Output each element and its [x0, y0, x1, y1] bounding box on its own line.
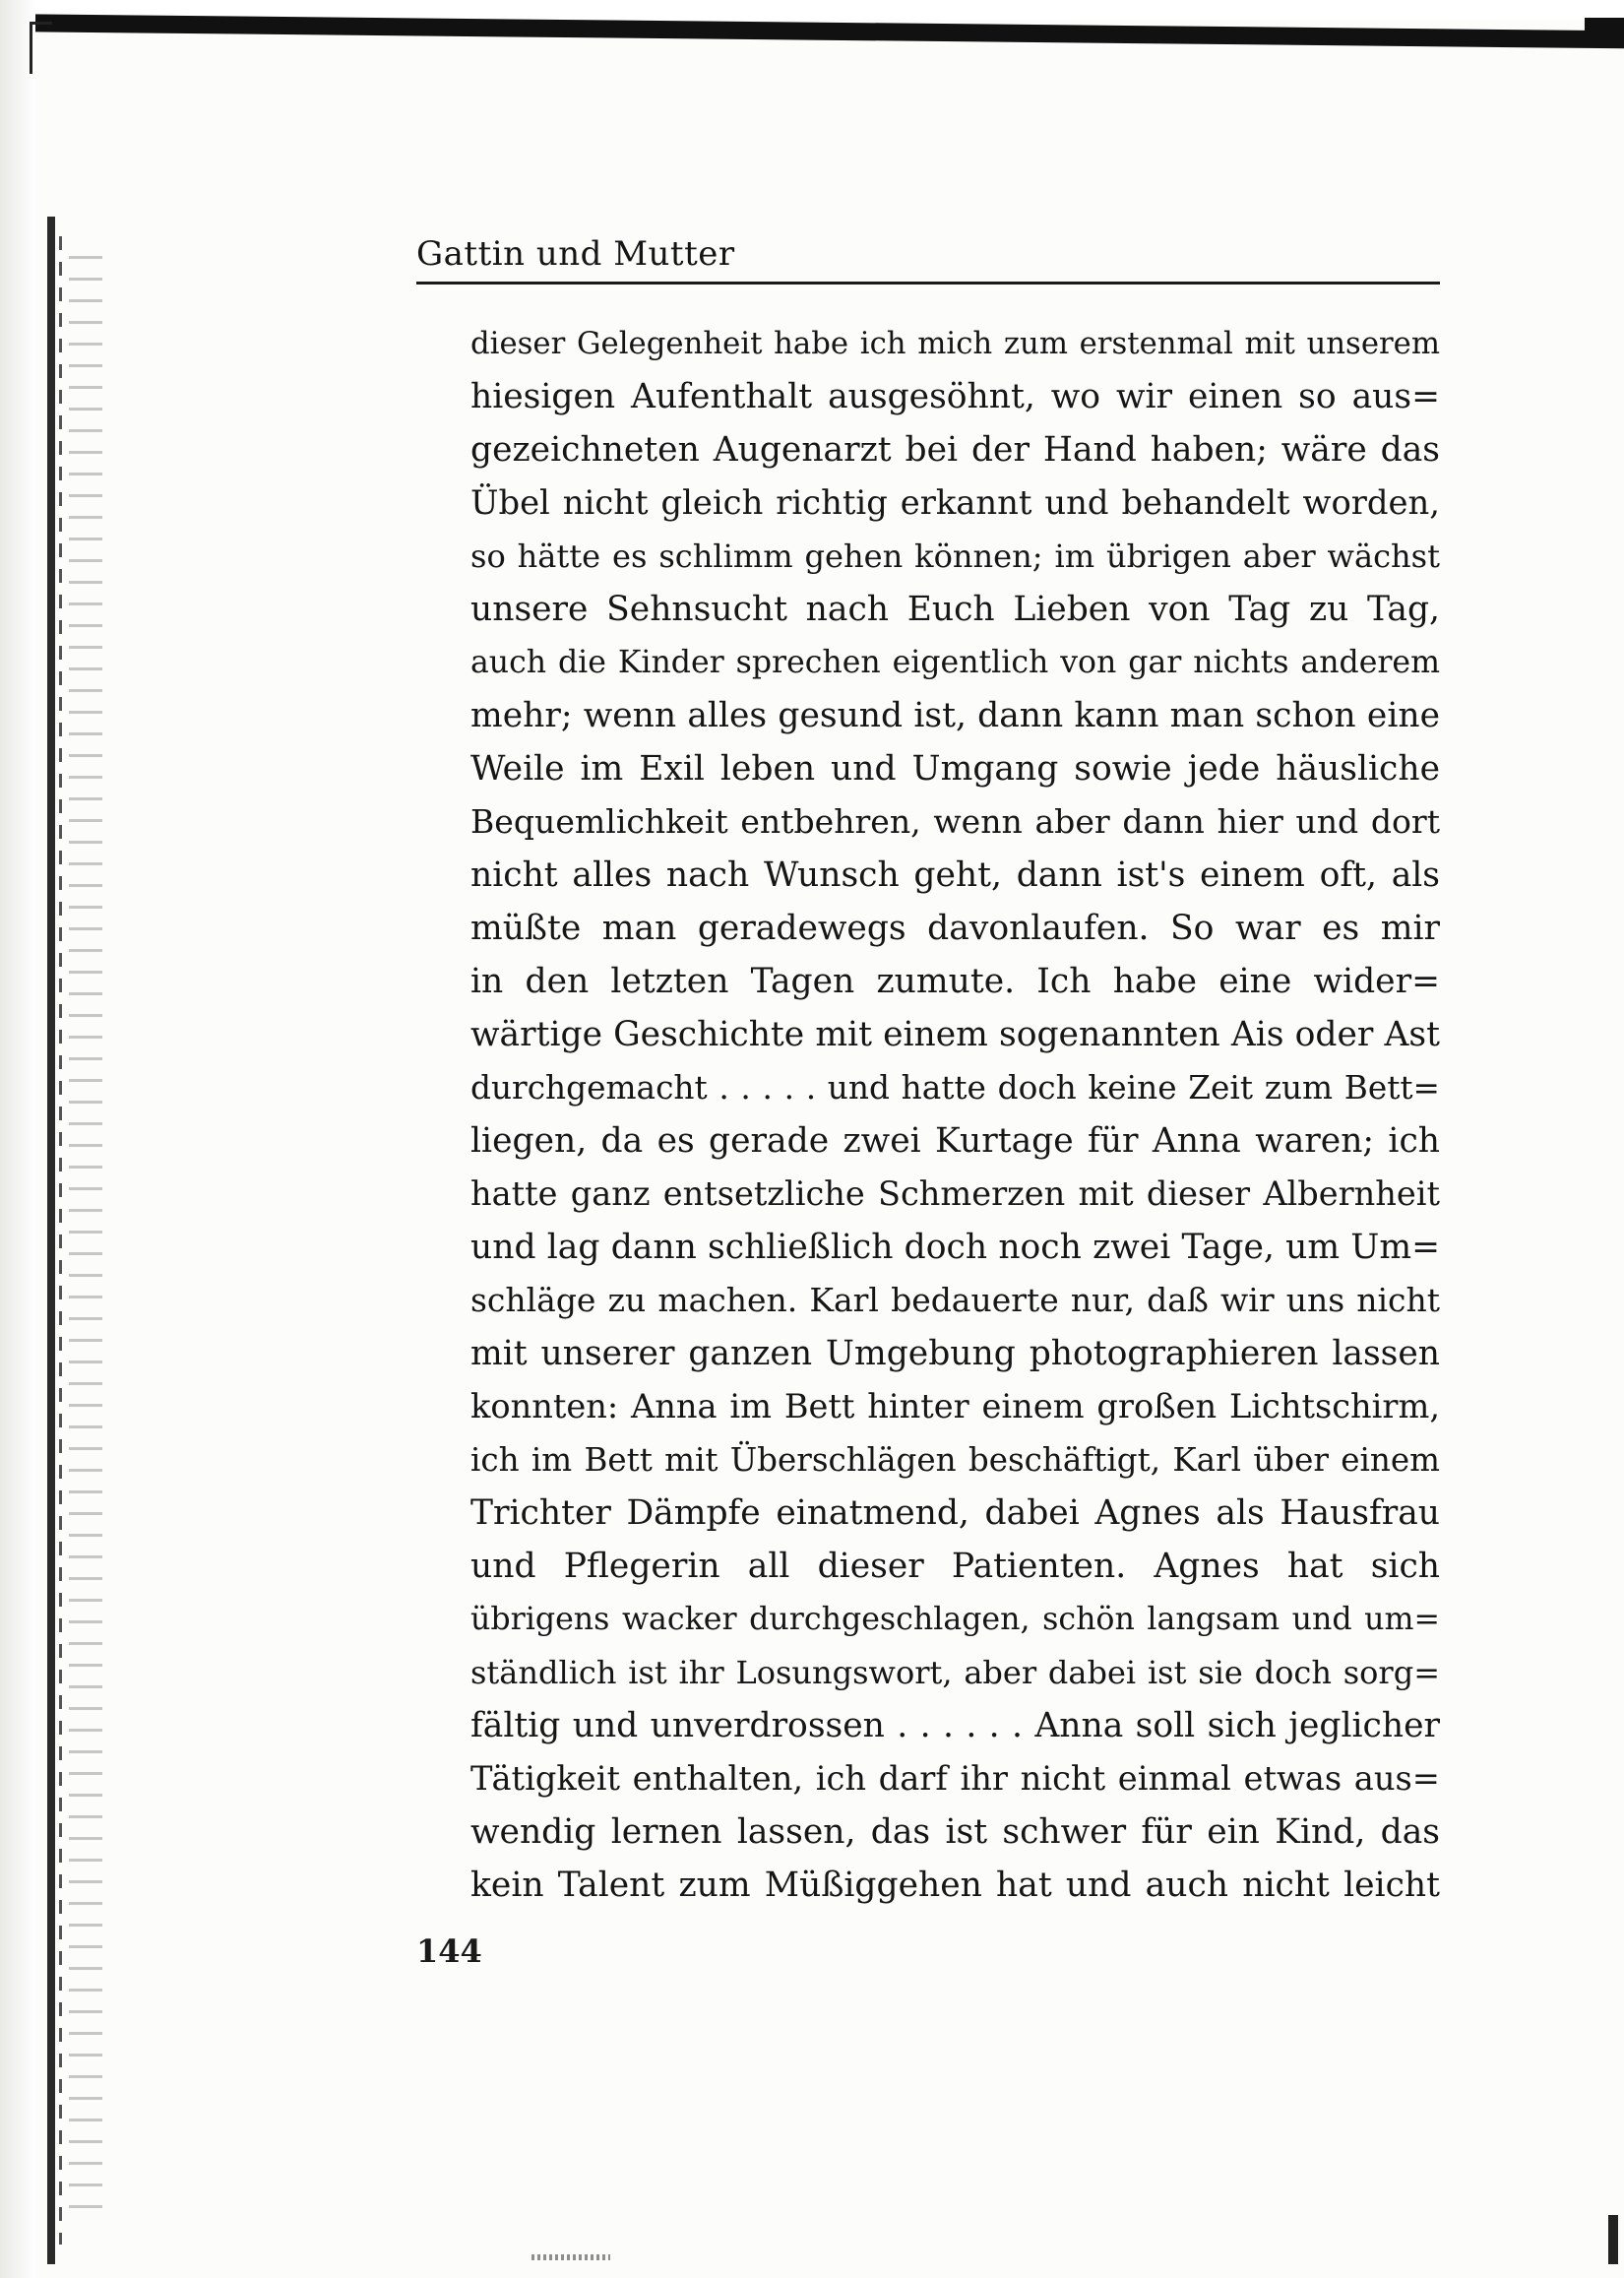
text-line: mehr; wenn alles gesund ist, dann kann man schon eine: [470, 696, 1440, 735]
text-line: kein Talent zum Müßiggehen hat und auch nicht leicht: [470, 1866, 1440, 1905]
text-line: Weile im Exil leben und Umgang sowie jede häusliche: [470, 749, 1440, 789]
text-line: ich im Bett mit Überschlägen beschäftigt, Karl über einem: [470, 1441, 1440, 1479]
text-line: Tätigkeit enthalten, ich darf ihr nicht einmal etwas aus=: [470, 1759, 1440, 1798]
text-line: wärtige Geschichte mit einem sogenannten Ais oder Ast: [470, 1015, 1440, 1054]
book-binding-stitch: [59, 236, 62, 2245]
text-line: so hätte es schlimm gehen können; im übrigen aber wächst: [470, 538, 1440, 575]
text-line: Trichter Dämpfe einatmend, dabei Agnes als Hausfrau: [470, 1493, 1440, 1533]
text-line: mit unserer ganzen Umgebung photographieren lassen: [470, 1334, 1440, 1373]
text-line: durchgemacht . . . . . und hatte doch keine Zeit zum Bett=: [470, 1069, 1440, 1107]
scan-shadow-top-corner: [1585, 18, 1624, 45]
scan-left-edge: [0, 0, 35, 2278]
text-line: wendig lernen lassen, das ist schwer für ein Kind, das: [470, 1812, 1440, 1852]
text-line: fältig und unverdrossen . . . . . . Anna soll sich jeglicher: [470, 1706, 1440, 1745]
text-line: und Pflegerin all dieser Patienten. Agnes hat sich: [470, 1547, 1440, 1586]
running-header-title: Gattin und Mutter: [416, 234, 735, 274]
text-line: in den letzten Tagen zumute. Ich habe eine wider=: [470, 962, 1440, 1001]
page-number: 144: [416, 1932, 482, 1970]
text-line: hatte ganz entsetzliche Schmerzen mit dieser Albernheit: [470, 1174, 1440, 1213]
text-line: auch die Kinder sprechen eigentlich von gar nichts anderem: [470, 645, 1440, 680]
text-line: hiesigen Aufenthalt ausgesöhnt, wo wir einen so aus=: [470, 377, 1440, 416]
scan-corner-mark: [30, 22, 52, 74]
text-line: Übel nicht gleich richtig erkannt und behandelt worden,: [470, 483, 1440, 522]
text-line: müßte man geradewegs davonlaufen. So war es mir: [470, 909, 1440, 948]
book-binding-texture: [69, 256, 102, 2225]
text-line: und lag dann schließlich doch noch zwei Tage, um Um=: [470, 1228, 1440, 1267]
text-line: nicht alles nach Wunsch geht, dann ist's einem oft, als: [470, 855, 1440, 895]
body-text: [470, 317, 1440, 1912]
text-line: gezeichneten Augenarzt bei der Hand haben; wäre das: [470, 430, 1440, 470]
text-line: ständlich ist ihr Losungswort, aber dabei ist sie doch sorg=: [470, 1654, 1440, 1691]
scan-edge-mark: [1608, 2215, 1618, 2264]
text-line: konnten: Anna im Bett hinter einem großen Lichtschirm,: [470, 1387, 1440, 1425]
text-line: schläge zu machen. Karl bedauerte nur, daß wir uns nicht: [470, 1281, 1440, 1319]
scan-smudge: [531, 2254, 610, 2260]
text-line: unsere Sehnsucht nach Euch Lieben von Tag zu Tag,: [470, 590, 1440, 629]
text-line: dieser Gelegenheit habe ich mich zum erstenmal mit unserem: [470, 326, 1440, 361]
text-line: Bequemlichkeit entbehren, wenn aber dann hier und dort: [470, 802, 1440, 841]
book-binding-edge: [47, 217, 55, 2264]
running-header: [416, 234, 1440, 285]
text-line: liegen, da es gerade zwei Kurtage für Anna waren; ich: [470, 1121, 1440, 1161]
text-line: übrigens wacker durchgeschlagen, schön langsam und um=: [470, 1602, 1440, 1637]
